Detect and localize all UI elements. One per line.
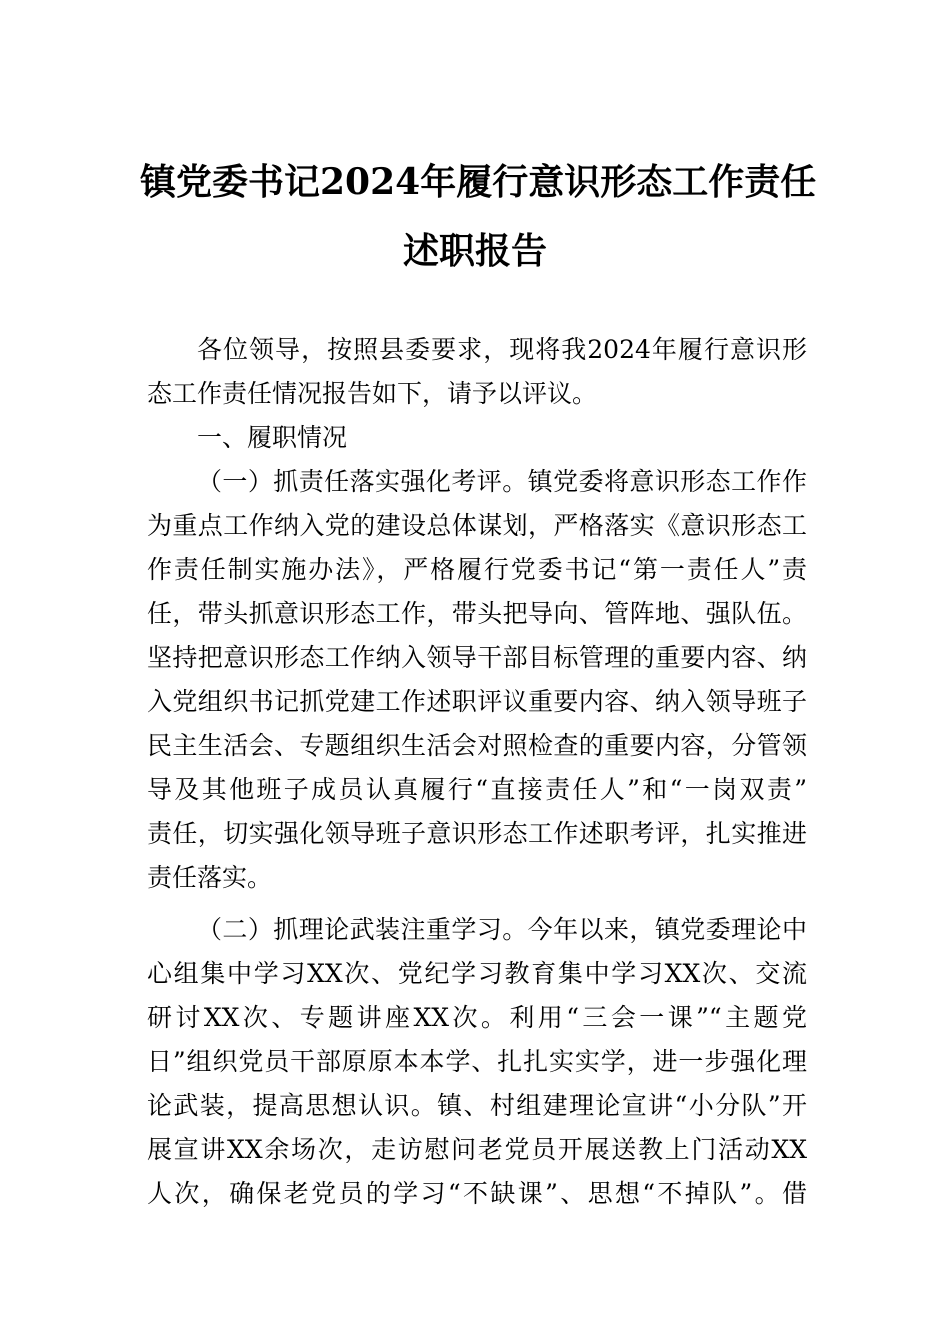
paragraph-line: 日”组织党员干部原原本本学、扎扎实实学，进一步强化理 (147, 1047, 807, 1076)
paragraph-line: 心组集中学习XX次、党纪学习教育集中学习XX次、交流 (147, 959, 807, 988)
paragraph-line: 责任，切实强化领导班子意识形态工作述职考评，扎实推进 (147, 819, 807, 848)
paragraph-line: 研讨XX次、专题讲座XX次。利用“三会一课”“主题党 (147, 1003, 807, 1032)
paragraph-line: 论武装，提高思想认识。镇、村组建理论宣讲“小分队”开 (147, 1091, 807, 1120)
section-heading: 一、履职情况 (197, 423, 348, 452)
paragraph-line: 民主生活会、专题组织生活会对照检查的重要内容，分管领 (147, 731, 807, 760)
paragraph-line: 坚持把意识形态工作纳入领导干部目标管理的重要内容、纳 (147, 643, 807, 672)
paragraph-line: 展宣讲XX余场次，走访慰问老党员开展送教上门活动XX (147, 1135, 807, 1164)
paragraph-line: 责任落实。 (147, 863, 273, 892)
paragraph-line: 为重点工作纳入党的建设总体谋划，严格落实《意识形态工 (147, 511, 807, 540)
paragraph-line: 导及其他班子成员认真履行“直接责任人”和“一岗双责” (147, 775, 807, 804)
intro-line: 各位领导，按照县委要求，现将我2024年履行意识形 (197, 335, 807, 364)
paragraph-line: 作责任制实施办法》，严格履行党委书记“第一责任人”责 (147, 555, 807, 584)
document-title-line-2: 述职报告 (402, 230, 547, 272)
intro-line: 态工作责任情况报告如下，请予以评议。 (147, 379, 598, 408)
paragraph-line: 任，带头抓意识形态工作，带头把导向、管阵地、强队伍。 (147, 599, 807, 628)
document-title-line-1: 镇党委书记2024年履行意识形态工作责任 (140, 161, 817, 203)
paragraph-line: 人次，确保老党员的学习“不缺课”、思想“不掉队”。借 (147, 1179, 807, 1208)
paragraph-line: 入党组织书记抓党建工作述职评议重要内容、纳入领导班子 (147, 687, 807, 716)
paragraph-line: （二）抓理论武装注重学习。今年以来，镇党委理论中 (197, 915, 807, 944)
paragraph-line: （一）抓责任落实强化考评。镇党委将意识形态工作作 (197, 467, 807, 496)
